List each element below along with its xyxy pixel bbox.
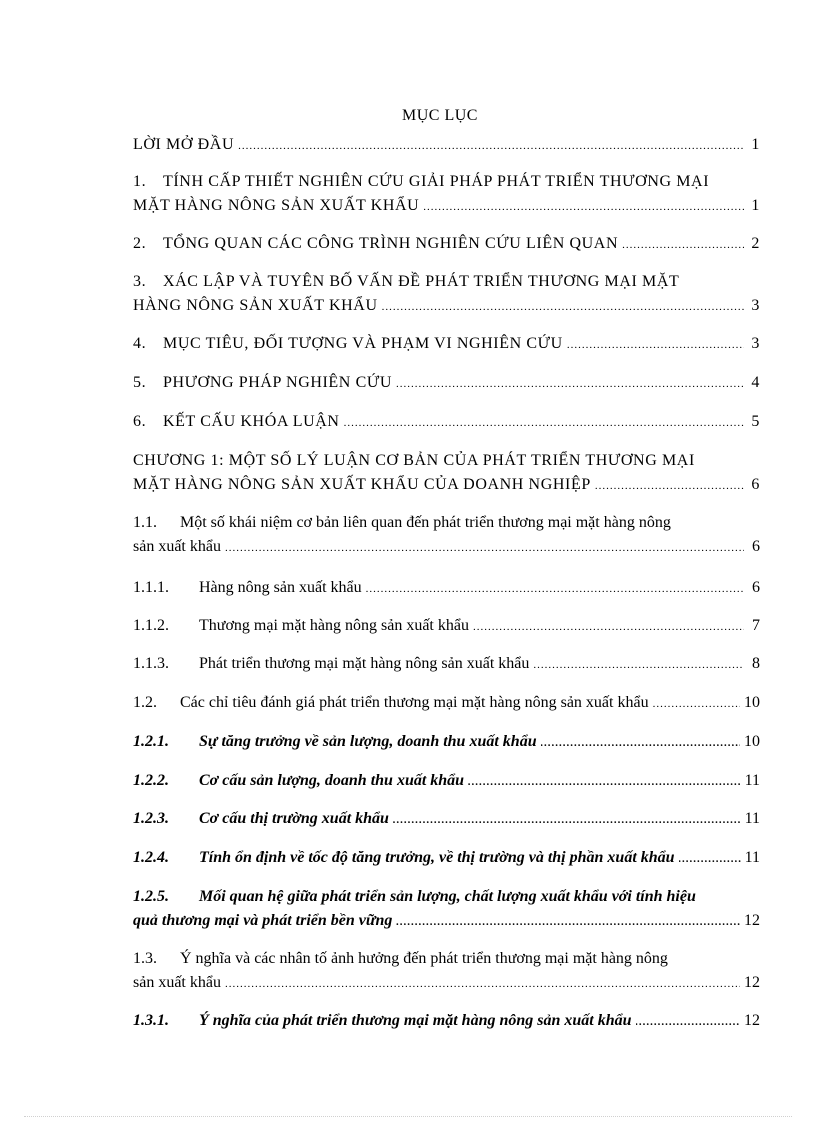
leader-dots (636, 1010, 740, 1034)
toc-entry-title: Sự tăng trưởng về sản lượng, doanh thu xuất khẩu (199, 733, 537, 750)
toc-page-number: 1 (751, 197, 760, 214)
toc-page-number: 11 (744, 810, 760, 827)
toc-entry-title-cont: sản xuất khẩu (133, 538, 221, 555)
toc-entry-title: Cơ cấu thị trường xuất khẩu (199, 810, 389, 827)
toc-entry-number: 1.1.3. (133, 655, 169, 672)
toc-entry-2[interactable] (133, 232, 760, 256)
toc-page-number: 12 (744, 1012, 760, 1029)
toc-entry-title: KẾT CẤU KHÓA LUẬN (163, 413, 340, 430)
leader-dots (541, 731, 740, 755)
toc-page-number: 12 (744, 974, 760, 991)
toc-page-number: 6 (752, 538, 760, 555)
leader-dots (595, 474, 744, 498)
toc-entry-number: 1.1.1. (133, 579, 169, 596)
toc-entry-1-2[interactable] (133, 691, 760, 715)
toc-entry-number: 1.2.2. (133, 772, 169, 789)
leader-dots (423, 195, 744, 219)
toc-entry-title: TỔNG QUAN CÁC CÔNG TRÌNH NGHIÊN CỨU LIÊN QUAN (163, 235, 619, 252)
toc-page-number: 3 (751, 297, 760, 314)
toc-entry-1-2-1[interactable] (133, 730, 760, 754)
toc-entry-3[interactable] (133, 270, 760, 318)
toc-entry-title: Cơ cấu sản lượng, doanh thu xuất khẩu (199, 772, 465, 789)
toc-entry-title: Ý nghĩa của phát triển thương mại mặt hàng nông sản xuất khẩu (199, 1012, 632, 1029)
leader-dots (344, 411, 744, 435)
toc-page-number: 4 (751, 374, 760, 391)
toc-page-number: 2 (751, 235, 760, 252)
toc-entry-number: 1.3. (133, 950, 157, 967)
leader-dots (679, 847, 741, 871)
toc-entry-title: Tính ổn định về tốc độ tăng trưởng, về thị trường và thị phần xuất khẩu (199, 849, 675, 866)
toc-entry-number: 6. (133, 413, 147, 430)
leader-dots (396, 910, 740, 934)
toc-entry-number: 4. (133, 335, 147, 352)
toc-entry-title: Hàng nông sản xuất khẩu (199, 579, 362, 596)
toc-entry-title: XÁC LẬP VÀ TUYÊN BỐ VẤN ĐỀ PHÁT TRIỂN THƯƠNG MẠI MẶT (163, 273, 680, 290)
toc-entry-title: PHƯƠNG PHÁP NGHIÊN CỨU (163, 374, 393, 391)
toc-entry-number: 1.2.3. (133, 810, 169, 827)
toc-entry-chapter-1[interactable] (133, 449, 760, 497)
toc-entry-6[interactable] (133, 410, 760, 434)
leader-dots (366, 577, 744, 601)
toc-entry-title: Phát triển thương mại mặt hàng nông sản xuất khẩu (199, 655, 530, 672)
toc-entry-title-cont: HÀNG NÔNG SẢN XUẤT KHẨU (133, 297, 378, 314)
leader-dots (653, 692, 740, 716)
toc-page-number: 6 (752, 579, 760, 596)
leader-dots (393, 808, 741, 832)
leader-dots (225, 972, 740, 996)
toc-entry-number: 2. (133, 235, 147, 252)
toc-entry-title-cont: MẶT HÀNG NÔNG SẢN XUẤT KHẨU CỦA DOANH NGHIỆP (133, 476, 591, 493)
toc-entry-title-cont: quả thương mại và phát triển bền vững (133, 912, 393, 929)
toc-page-number: 7 (752, 617, 760, 634)
leader-dots (567, 333, 744, 357)
toc-entry-1-2-5[interactable] (133, 885, 760, 933)
toc-entry-title: Mối quan hệ giữa phát triển sản lượng, chất lượng xuất khẩu với tính hiệu (199, 888, 696, 905)
toc-entry-number: 1. (133, 173, 147, 190)
toc-entry-number: 5. (133, 374, 147, 391)
toc-entry-preface[interactable] (133, 133, 760, 157)
toc-page-number: 10 (744, 733, 760, 750)
leader-dots (225, 536, 744, 560)
page-title: MỤC LỤC (402, 107, 478, 124)
leader-dots (473, 615, 744, 639)
toc-page-number: 5 (751, 413, 760, 430)
toc-page-number: 12 (744, 912, 760, 929)
toc-entry-1-1-1[interactable] (133, 576, 760, 600)
toc-entry-title: TÍNH CẤP THIẾT NGHIÊN CỨU GIẢI PHÁP PHÁT TRIỂN THƯƠNG MẠI (163, 173, 710, 190)
toc-entry-1-2-4[interactable] (133, 846, 760, 870)
toc-entry-title: Một số khái niệm cơ bản liên quan đến phát triển thương mại mặt hàng nông (180, 514, 671, 531)
leader-dots (382, 295, 744, 319)
leader-dots (396, 372, 744, 396)
toc-entry-number: 1.2.4. (133, 849, 169, 866)
toc-entry-title-cont: MẶT HÀNG NÔNG SẢN XUẤT KHẨU (133, 197, 420, 214)
toc-entry-1-3[interactable] (133, 947, 760, 995)
toc-entry-number: 1.2. (133, 694, 157, 711)
toc-entry-number: 1.1.2. (133, 617, 169, 634)
toc-entry-1-1-2[interactable] (133, 614, 760, 638)
leader-dots (468, 770, 741, 794)
toc-entry-title: Các chỉ tiêu đánh giá phát triển thương mại mặt hàng nông sản xuất khẩu (180, 694, 649, 711)
toc-entry-title: CHƯƠNG 1: MỘT SỐ LÝ LUẬN CƠ BẢN CỦA PHÁT TRIỂN THƯƠNG MẠI (133, 452, 695, 469)
toc-entry-4[interactable] (133, 332, 760, 356)
toc-entry-1-3-1[interactable] (133, 1009, 760, 1033)
toc-entry-title-cont: sản xuất khẩu (133, 974, 221, 991)
toc-entry-5[interactable] (133, 371, 760, 395)
toc-entry-title: MỤC TIÊU, ĐỐI TƯỢNG VÀ PHẠM VI NGHIÊN CỨU (163, 335, 563, 352)
page-bottom-divider (24, 1116, 792, 1117)
toc-page-number: 10 (744, 694, 760, 711)
toc-page-number: 1 (751, 136, 760, 153)
toc-page-number: 11 (744, 849, 760, 866)
toc-entry-number: 3. (133, 273, 147, 290)
toc-entry-1-1[interactable] (133, 511, 760, 559)
toc-page-number: 3 (751, 335, 760, 352)
leader-dots (622, 233, 744, 257)
toc-page-number: 11 (744, 772, 760, 789)
toc-entry-title: Thương mại mặt hàng nông sản xuất khẩu (199, 617, 469, 634)
toc-entry-number: 1.2.1. (133, 733, 169, 750)
toc-entry-1-2-3[interactable] (133, 807, 760, 831)
toc-page-number: 8 (752, 655, 760, 672)
toc-entry-number: 1.3.1. (133, 1012, 169, 1029)
toc-entry-title: LỜI MỞ ĐẦU (133, 136, 235, 153)
toc-entry-1[interactable] (133, 170, 760, 218)
leader-dots (238, 134, 744, 158)
toc-entry-number: 1.2.5. (133, 888, 169, 905)
toc-entry-title: Ý nghĩa và các nhân tố ảnh hưởng đến phát triển thương mại mặt hàng nông (180, 950, 668, 967)
leader-dots (533, 653, 744, 677)
toc-entry-1-2-2[interactable] (133, 769, 760, 793)
toc-entry-1-1-3[interactable] (133, 652, 760, 676)
toc-entry-number: 1.1. (133, 514, 157, 531)
toc-page-number: 6 (751, 476, 760, 493)
